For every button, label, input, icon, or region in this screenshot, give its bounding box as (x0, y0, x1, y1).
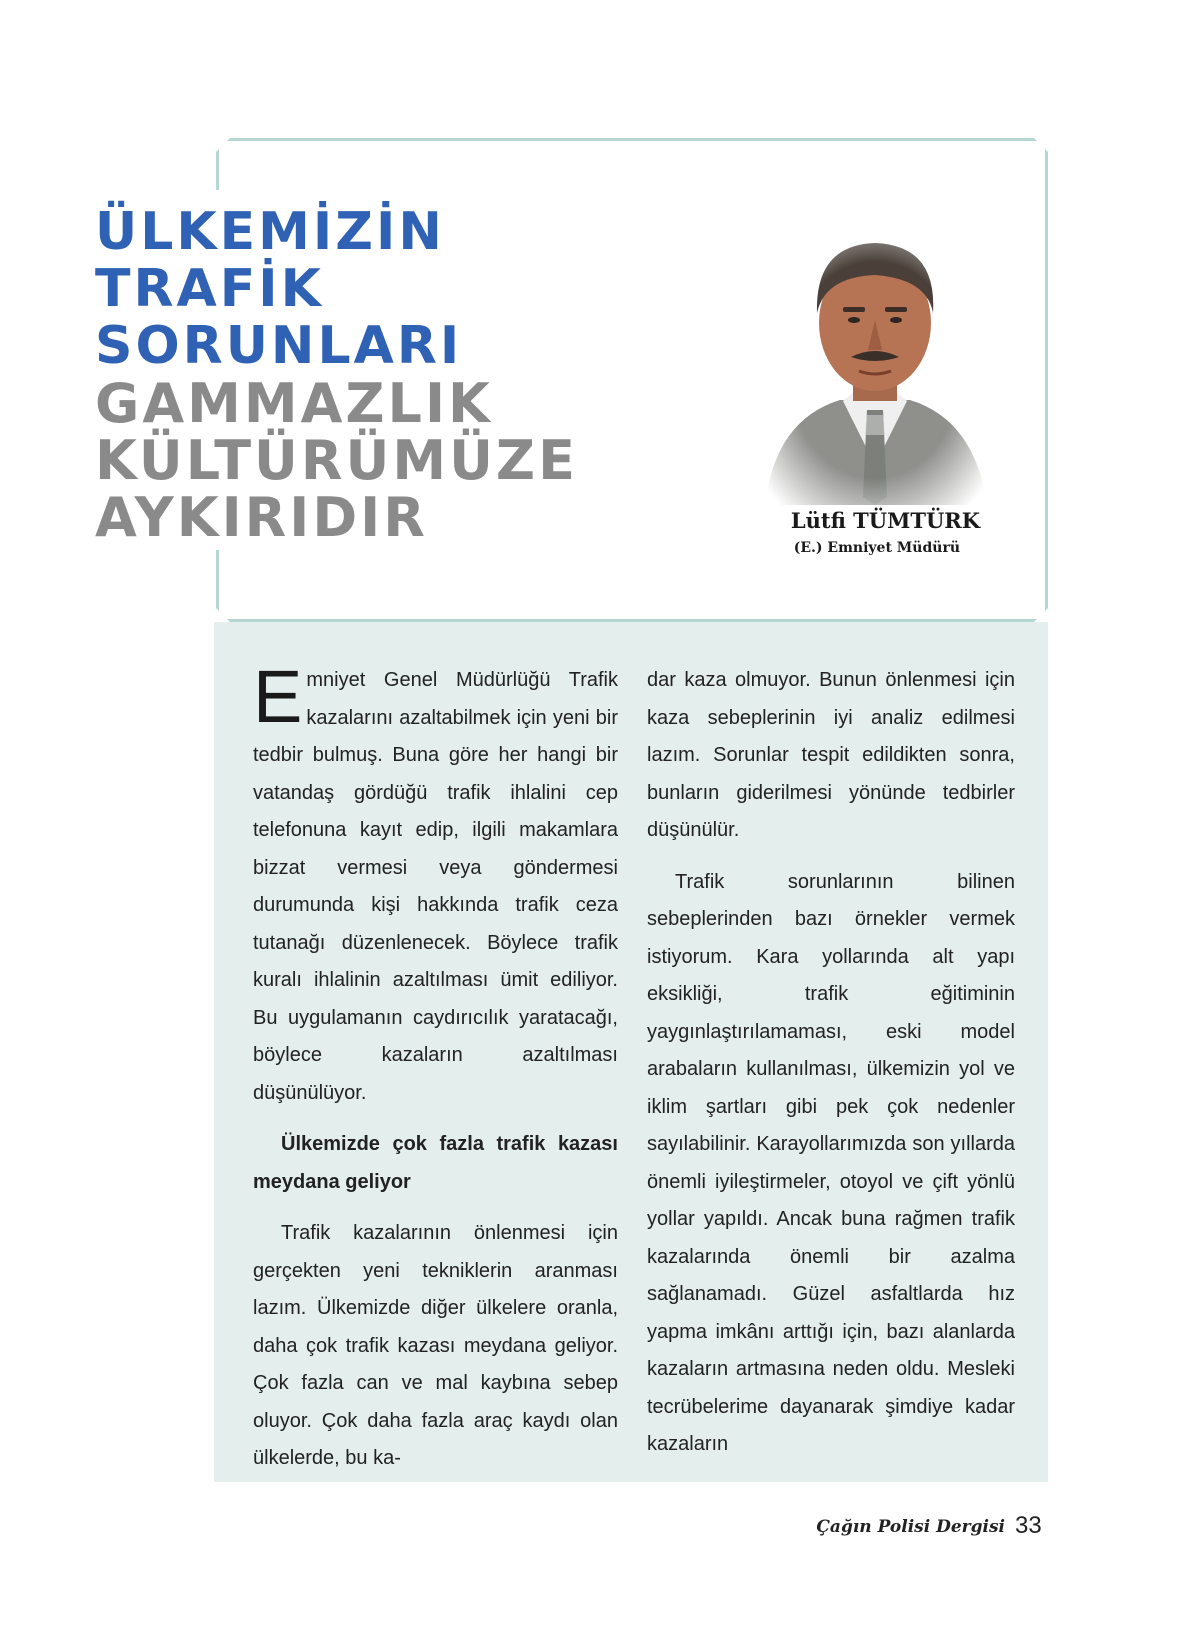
article-column-right (647, 662, 1015, 1478)
headline-line-4: GAMMAZLIK (95, 372, 493, 435)
paragraph-4: Trafik sorunlarının bilinen sebeplerinden bazı örnekler vermek istiyorum. Kara yollarında alt yapı eksikliği, trafik eğitiminin yaygınlaştırılamaması, eski model arabaların kullanılması, ülkemizin yol ve iklim şartları gibi pek çok nedenler sayılabilinir. Karayollarımızda son yıllarda önemli iyileştirmeler, otoyol ve çift yönlü yollar yapıldı. Ancak buna rağmen trafik kazalarında önemli bir azalma sağlanamadı. Güzel asfaltlarda hız yapma imkânı arttığı için, bazı alanlarda kazaların artmasına neden oldu. Mesleki tecrübelerime dayanarak şimdiye kadar kazaların (647, 870, 1015, 1455)
paragraph-3: dar kaza olmuyor. Bunun önlenmesi için kaza sebeplerinin iyi analiz edilmesi lazım. Sorunlar tespit edildikten sonra, bunların giderilmesi yönünde tedbirler düşünülür. (647, 669, 1015, 841)
page-number: 33 (1015, 1512, 1042, 1539)
headline-line-6: AYKIRIDIR (95, 486, 428, 549)
headline-line-2: TRAFİK (95, 259, 324, 319)
drop-cap: E (253, 655, 303, 738)
headline-line-3: SORUNLARI (95, 316, 463, 376)
article-column-left (253, 655, 618, 1492)
author-portrait (755, 205, 995, 505)
author-name: Lütfi TÜMTÜRK (790, 508, 980, 533)
magazine-name: Çağın Polisi Dergisi (816, 1517, 1005, 1537)
headline-line-1: ÜLKEMİZİN (95, 202, 445, 262)
paragraph-1 (253, 655, 618, 1112)
headline-line-5: KÜLTÜRÜMÜZE (95, 429, 578, 492)
paragraph-2: Trafik kazalarının önlenmesi için gerçekten yeni tekniklerin aranması lazım. Ülkemizde diğer ülkelere oranla, daha çok trafik kazası meydana geliyor. Çok fazla can ve mal kaybına sebep oluyor. Çok daha fazla araç kaydı olan ülkelerde, bu ka- (253, 1222, 618, 1469)
paragraph-1-text: mniyet Genel Müdürlüğü Trafik kazalarını azaltabilmek için yeni bir tedbir bulmuş. Buna göre her hangi bir vatandaş gördüğü trafik ihlalini cep telefonuna kayıt edip, ilgili makamlara bizzat vermesi veya göndermesi durumunda kişi hakkında trafik ceza tutanağı düzenlenecek. Böylece trafik kuralı ihlalinin azaltılması ümit ediliyor. Bu uygulamanın caydırıcılık yaratacağı, böylece kazaların azaltılması düşünülüyor. (253, 669, 618, 1104)
article-headline (95, 202, 578, 549)
subheading: Ülkemizde çok fazla trafik kazası meydana geliyor (253, 1133, 618, 1193)
author-title: (E.) Emniyet Müdürü (793, 540, 960, 556)
